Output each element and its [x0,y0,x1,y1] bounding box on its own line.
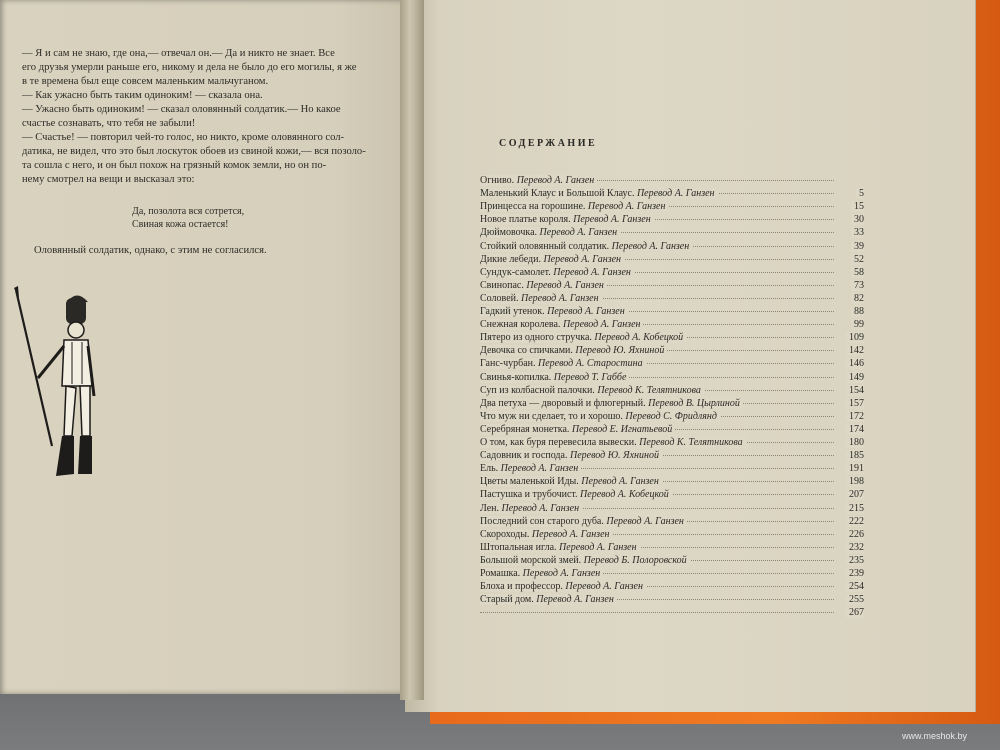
page-number: 174 [846,424,864,435]
toc-entry-title [480,175,597,186]
page-number: 82 [851,293,864,304]
toc-entry-title [480,280,607,291]
toc-entry [480,503,864,517]
translator-credit: Перевод К. Телятникова [597,384,701,396]
page-number: 30 [851,214,864,225]
translator-credit: Перевод А. Ганзен [565,581,643,593]
story-title: Ромашка. [480,568,521,579]
toc-entry-title [480,254,624,265]
page-number: 73 [851,280,864,291]
toc-entry-title [480,516,687,527]
toc-entry [480,385,864,399]
story-title: Лен. [480,502,500,514]
story-title: Дюймовочка. [480,227,538,239]
toc-entry-title [480,358,646,369]
story-title: Последний сон старого дуба. [480,515,604,527]
translator-credit: Перевод А. Ганзен [516,175,595,186]
page-number: 109 [846,332,864,343]
toc-entry-title [480,411,720,422]
toc-entry-title [480,398,743,409]
toc-entry [480,463,864,477]
page-number: 146 [846,358,864,369]
toc-entry [480,280,864,294]
story-title: Соловей. [480,292,519,304]
translator-credit: Перевод А. Кобецкой [594,332,684,344]
toc-entry-title [480,267,634,278]
toc-entry-title [480,463,581,474]
page-number: 52 [851,254,864,265]
page-number: 226 [846,529,864,540]
translator-credit: Перевод А. Ганзен [553,266,631,278]
page-number: 185 [846,450,864,461]
toc-entry-title [480,227,620,238]
page-number: 99 [851,319,864,330]
story-title: Скороходы. [480,528,530,540]
story-title: Большой морской змей. [480,554,582,566]
toc-entry [480,411,864,425]
story-title: Свинопас. [480,279,524,291]
toc-entry-title [480,345,667,356]
translator-credit: Перевод А. Ганзен [562,319,641,331]
toc-entry [480,241,864,255]
story-title: Садовник и господа. [480,450,568,462]
page-number: 5 [856,188,864,199]
toc-entry [480,542,864,556]
translator-credit: Перевод Б. Полоровской [583,554,687,566]
story-title: Принцесса на горошине. [480,201,586,213]
toc-entry-title [480,385,704,396]
translator-credit: Перевод А. Ганзен [539,227,618,239]
page-number: 88 [851,306,864,317]
toc-entry-title [480,476,662,487]
toc-entry [480,489,864,503]
toc-entry [480,319,864,333]
story-line: — Как ужасно быть таким одиноким! — сказала она. [22,90,263,101]
translator-credit: Перевод А. Кобецкой [580,489,669,501]
translator-credit: Перевод А. Ганзен [636,188,715,200]
toc-entry-title [480,594,617,605]
toc-entry-title [480,437,746,448]
translator-credit: Перевод А. Ганзен [587,201,666,213]
toc-entry [480,188,864,202]
toc-entry-title [480,529,612,540]
watermark: www.meshok.by [902,731,968,741]
page-number: 172 [846,411,864,422]
story-title: Пятеро из одного стручка. [480,332,592,344]
page-number: 157 [846,398,864,409]
story-title: Серебряная монетка. [480,423,570,435]
toc-entry [480,214,864,228]
toc-entry [480,476,864,490]
page-number: 154 [846,385,864,396]
toc-entry-title [480,188,718,199]
toc-entry [480,450,864,464]
story-title: Снежная королева. [480,319,561,331]
page-number: 58 [851,267,864,278]
story-line: счастье сознавать, что тебя не забыли! [22,118,196,129]
page-number: 235 [846,555,864,566]
translator-credit: Перевод Т. Габбе [553,371,627,383]
page-number: 15 [851,201,864,212]
toc-entry [480,568,864,582]
toc-entry-title [480,424,675,435]
page-number: 198 [846,476,864,487]
toc-entry-title [480,293,602,304]
translator-credit: Перевод А. Ганзен [573,214,651,226]
story-line: — Я и сам не знаю, где она,— отвечал он.— Да и никто не знает. Все [22,48,335,59]
story-title: Дикие лебеди. [480,253,541,265]
story-line: его друзья умерли раньше его, никому и дела не было до его могилы, я же [22,62,357,73]
story-title: Что муж ни сделает, то и хорошо. [480,410,623,422]
toc-entry-title [480,555,690,566]
toc-entry-title [480,214,654,225]
story-line: датика, не видел, что это был лоскуток обоев из свиной кожи,— вся позоло- [22,146,366,157]
story-title: Маленький Клаус и Большой Клаус. [480,188,635,200]
story-title: Свинья-копилка. [480,371,552,383]
story-title: Ганс-чурбан. [480,358,536,370]
tin-soldier-illustration [12,286,102,482]
translator-credit: Перевод А. Ганзен [526,279,604,291]
story-title: Пастушка и трубочист. [480,489,578,501]
story-line: в те времена был еще совсем маленьким мальчуганом. [22,76,269,87]
translator-credit: Перевод А. Ганзен [543,253,621,265]
toc-entry-title [480,503,582,514]
toc-entry [480,516,864,530]
translator-credit: Перевод А. Ганзен [520,292,599,304]
toc-entry [480,345,864,359]
story-line: та сошла с него, и он был похож на грязный комок земли, но он по- [22,160,327,171]
story-title: Блоха и профессор. [480,581,563,593]
page-number: 267 [846,607,864,618]
translator-credit: Перевод А. Ганзен [547,306,625,317]
story-title: Два петуха — дворовый и флюгерный. [480,397,646,409]
page-number: 39 [851,241,864,252]
toc-entry [480,254,864,268]
page-number: 191 [846,463,864,474]
story-title: Гадкий утенок. [480,306,545,317]
page-number: 215 [846,503,864,514]
toc-entry-title [480,450,662,461]
verse-line: Свиная кожа остается! [132,219,229,230]
toc-title: СОДЕРЖАНИЕ [499,138,598,149]
toc-entry [480,332,864,346]
toc-entry [480,555,864,569]
story-line: — Ужасно быть одиноким! — сказал оловянный солдатик.— Но какое [22,104,341,115]
page-number: 239 [846,568,864,579]
toc-entry [480,398,864,412]
translator-credit: Перевод А. Ганзен [611,240,690,252]
toc-entry [480,607,864,621]
story-title: Суп из колбасной палочки. [480,384,595,396]
story-title: Сундук-самолет. [480,266,551,278]
toc-entry-title [480,542,640,553]
story-title: Штопальная игла. [480,541,557,553]
translator-credit: Перевод Ю. Яхниной [569,450,659,462]
story-title: Ель. [480,463,499,475]
toc-entry-title [480,372,629,383]
toc-entry [480,372,864,386]
page-number: 33 [851,227,864,238]
toc-entry [480,227,864,241]
toc-entry [480,306,864,320]
toc-entry-title [480,581,646,592]
story-title: Огниво. [480,175,515,186]
translator-credit: Перевод А. Старостина [538,358,643,370]
toc-entry [480,293,864,307]
leader-dots [480,612,834,613]
page-number: 232 [846,542,864,553]
verse-line: Да, позолота вся сотрется, [132,206,245,217]
translator-credit: Перевод Е. Игнатьевой [571,423,673,435]
translator-credit: Перевод А. Ганзен [559,541,637,553]
page-number: 255 [846,594,864,605]
toc-entry-title [480,568,603,579]
toc-entry-title [480,306,628,317]
toc-entry-title [480,241,692,252]
toc-entry [480,594,864,608]
toc-entry [480,175,864,189]
story-title: Цветы маленькой Иды. [480,476,579,488]
toc-entry [480,581,864,595]
story-title: Девочка со спичками. [480,345,573,357]
toc-entry-title [480,201,668,212]
page-number: 254 [846,581,864,592]
page-number: 149 [846,372,864,383]
toc-entry [480,358,864,372]
translator-credit: Перевод А. Ганзен [606,515,684,527]
toc-entry [480,424,864,438]
closing-line: Оловянный солдатик, однако, с этим не согласился. [34,245,267,256]
story-title: Новое платье короля. [480,214,571,226]
translator-credit: Перевод А. Ганзен [501,502,580,514]
toc-entry-title [480,332,686,343]
translator-credit: Перевод В. Цырлиной [648,397,740,409]
translator-credit: Перевод Ю. Яхниной [575,345,665,357]
translator-credit: Перевод А. Ганзен [536,594,614,606]
story-title: О том, как буря перевесила вывески. [480,437,637,448]
story-title: Старый дом. [480,594,534,606]
translator-credit: Перевод А. Ганзен [522,568,601,579]
translator-credit: Перевод К. Телятникова [639,437,743,448]
page-number: 207 [846,489,864,500]
toc-entry [480,201,864,215]
page-number: 142 [846,345,864,356]
story-line: — Счастье! — повторил чей-то голос, но никто, кроме оловянного сол- [22,132,345,143]
book-spine [400,0,424,700]
toc-entry-title [480,319,643,330]
translator-credit: Перевод А. Ганзен [581,476,659,488]
page-number: 222 [846,516,864,527]
toc-entry [480,529,864,543]
translator-credit: Перевод А. Ганзен [531,528,610,540]
toc-entry [480,437,864,451]
translator-credit: Перевод С. Фридлянд [625,410,717,422]
toc-entry [480,267,864,281]
story-line: нему смотрел на вещи и высказал это: [22,174,195,185]
page-number: 180 [846,437,864,448]
story-title: Стойкий оловянный солдатик. [480,240,610,252]
toc-entry-title [480,489,672,500]
translator-credit: Перевод А. Ганзен [500,463,579,475]
